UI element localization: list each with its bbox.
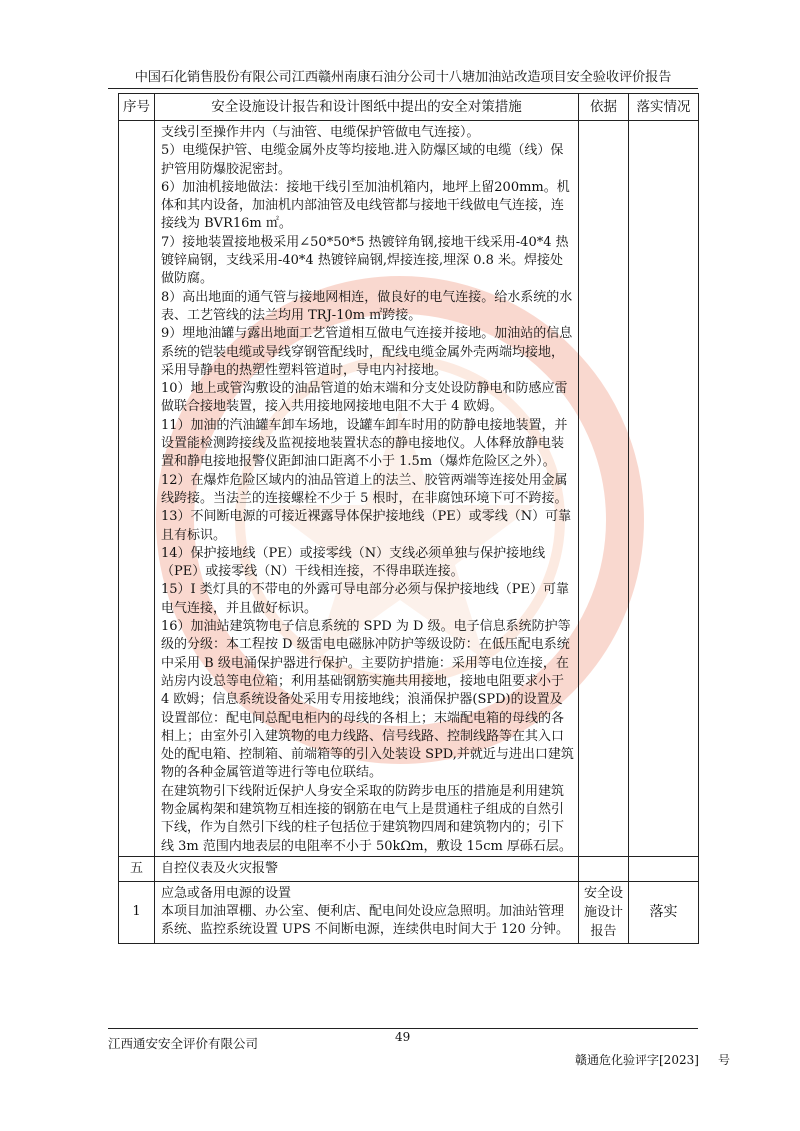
col-header-number: 序号 [119,94,155,121]
col-header-status: 落实情况 [629,94,699,121]
measure-item: 支线引至操作井内（与油管、电缆保护管做电气连接）。 [161,125,480,140]
footer-company: 江西通安安全评价有限公司 [108,1036,259,1051]
section-row [119,856,699,881]
row-text: 本项目加油罩棚、办公室、便利店、配电间处设应急照明。加油站管理系统、监控系统设置 UPS 不间断电源，连续供电时间大于 120 分钟。 [161,904,569,938]
section-number: 五 [119,856,155,881]
table-row-continued [119,121,699,857]
section-title: 自控仪表及火灾报警 [155,856,579,881]
measures-cell [155,121,579,857]
measure-item: 5）电缆保护管、电缆金属外皮等均接地.进入防爆区域的电缆（线）保护管用防爆胶泥密封。 [161,143,564,177]
measure-item: 13）不间断电源的可接近裸露导体保护接地线（PE）或零线（N）可靠且有标识。 [161,509,572,543]
row-title: 应急或备用电源的设置 [161,885,292,901]
measure-item: 14）保护接地线（PE）或接零线（N）支线必须单独与保护接地线（PE）或接零线（N）干线相连接，不得串联连接。 [161,545,546,580]
row-number-cell [119,121,155,857]
measure-item: 10）地上或管沟敷设的油品管道的始末端和分支处设防静电和防感应雷做联合接地装置，接入共用接地网接地电阻不大于 4 欧姆。 [161,381,568,415]
status-cell [629,121,699,857]
measure-item: 15）I 类灯具的不带电的外露可导电部分必须与保护接地线（PE）可靠电气连接，并且做好标识。 [161,582,570,616]
measure-item: 8）高出地面的通气管与接地网相连，做良好的电气连接。给水系统的水表、工艺管线的法兰均用 TRJ-10m ㎡跨接。 [161,289,573,323]
section-status-cell [629,856,699,881]
measure-item: 16）加油站建筑物电子信息系统的 SPD 为 D 级。电子信息系统防护等级的分级：本工程按 D 级雷电电磁脉冲防护等级设防：在低压配电系统中采用 B 级电涌保护器进行保护。主要防护措施：采用等电位连接，在站房内设总等电位箱；利用基础钢筋实施共用接地，接地电阻要求小于 4 欧姆；信息系统设备处采用专用接地线；浪涌保护器(SPD)的设置及设置部位：配电间总配电柜内的母线的各相上；末端配电箱的母线的各相上；由室外引入建筑物的电力线路、信号线路、控制线路等在其入口处的配电箱、控制箱、前端箱等的引入处装设 SPD,并就近与进出口建筑物的各种金属管道等进行等电位联结。 [161,619,574,781]
col-header-basis: 依据 [579,94,629,121]
row-number: 1 [119,881,155,943]
row-basis: 安全设施设计报告 [579,881,629,943]
col-header-measures: 安全设施设计报告和设计图纸中提出的安全对策措施 [155,94,579,121]
measure-item: 9）埋地油罐与露出地面工艺管道相互做电气连接并接地。加油站的信息系统的铠装电缆或导线穿钢管配线时，配线电缆金属外壳两端均接地，采用导静电的热塑性塑料管道时，导电内衬接地。 [161,326,573,378]
table-row [119,881,699,943]
header-rule [108,88,698,89]
report-header-title: 中国石化销售股份有限公司江西赣州南康石油分公司十八塘加油站改造项目安全验收评价报告 [134,70,672,85]
footer-rule [108,1028,698,1029]
section-basis-cell [579,856,629,881]
measure-item: 12）在爆炸危险区域内的油品管道上的法兰、胶管两端等连接处用金属线跨接。当法兰的连接螺栓不少于 5 根时，在非腐蚀环境下可不跨接。 [161,472,568,506]
footer-doc-number: 赣通危化验评字[2023] 号 [575,1053,730,1067]
basis-cell [579,121,629,857]
measure-item: 11）加油的汽油罐车卸车场地，设罐车卸车时用的防静电接地装置，并设置能检测跨接线及监视接地装置状态的静电接地仪。人体释放静电装置和静电接地报警仪距卸油口距离不小于 1.5m（爆炸危险区之外）。 [161,417,568,470]
measure-item: 6）加油机接地做法：接地干线引至加油机箱内，地坪上留200mm。机体和其内设备，加油机内部油管及电线管都与接地干线做电气连接，连接线为 BVR16m ㎡。 [161,179,570,232]
measure-item: 在建筑物引下线附近保护人身安全采取的防跨步电压的措施是利用建筑物金属构架和建筑物互相连接的钢筋在电气上是贯通柱子组成的自然引下线，作为自然引下线的柱子包括位于建筑物四周和建筑物内的；引下线 3m 范围内地表层的电阻率不小于 50kΩm，敷设 15cm 厚砾石层。 [161,783,572,854]
table-header-row [119,94,699,121]
row-status: 落实 [629,881,699,943]
row-measures [155,881,579,943]
measure-item: 7）接地装置接地极采用∠50*50*5 热镀锌角钢,接地干线采用-40*4 热镀锌扁钢，支线采用-40*4 热镀锌扁钢,焊接连接,埋深 0.8 米。焊接处做防腐。 [161,234,569,287]
safety-measures-table [118,93,699,944]
page-number: 49 [395,1030,411,1044]
